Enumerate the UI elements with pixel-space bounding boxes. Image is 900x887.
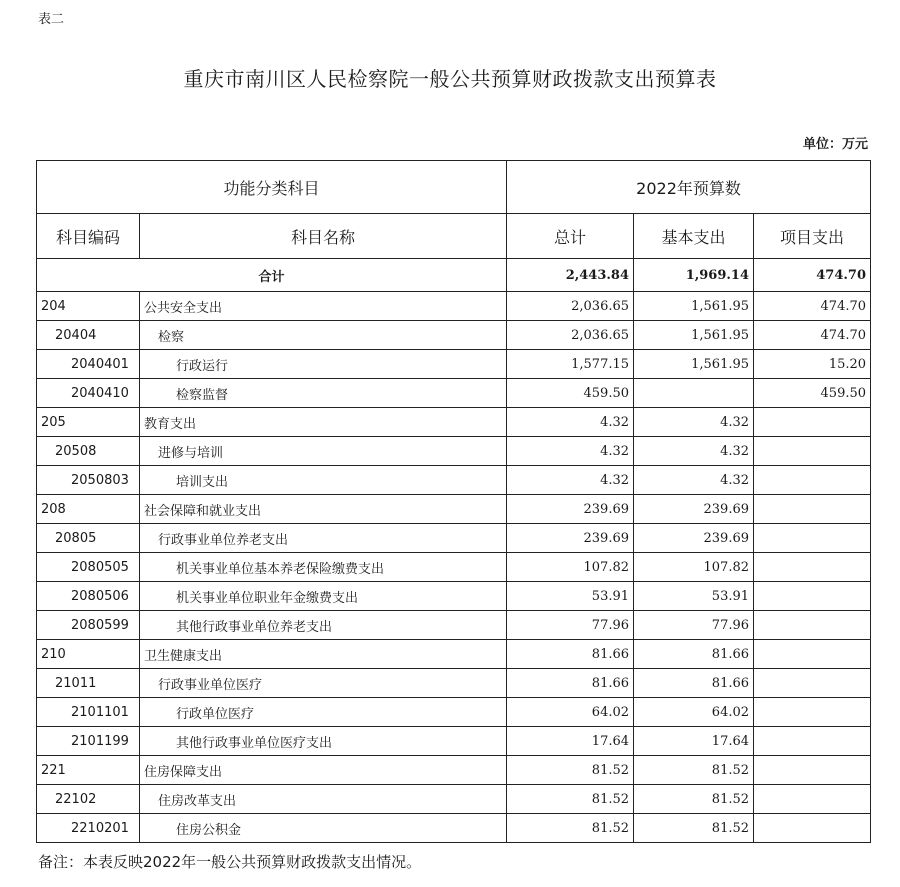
row-project: 474.70 <box>754 321 871 350</box>
row-project <box>754 524 871 553</box>
row-code: 20805 <box>37 524 140 553</box>
row-code: 204 <box>37 292 140 321</box>
row-total: 2,036.65 <box>507 292 634 321</box>
row-project <box>754 669 871 698</box>
row-code: 205 <box>37 408 140 437</box>
table-row <box>37 611 871 640</box>
unit-label: 单位：万元 <box>802 137 868 152</box>
header-budget-year: 2022年预算数 <box>507 161 871 214</box>
row-total: 239.69 <box>507 524 634 553</box>
row-code: 20508 <box>37 437 140 466</box>
row-total: 4.32 <box>507 437 634 466</box>
footnote: 备注：本表反映2022年一般公共预算财政拨款支出情况。 <box>38 853 422 871</box>
row-code: 210 <box>37 640 140 669</box>
row-name: 检察 <box>140 321 507 350</box>
row-project <box>754 814 871 843</box>
row-code: 21011 <box>37 669 140 698</box>
row-name: 社会保障和就业支出 <box>140 495 507 524</box>
row-project <box>754 785 871 814</box>
table-row <box>37 582 871 611</box>
row-total: 81.52 <box>507 756 634 785</box>
row-total: 1,577.15 <box>507 350 634 379</box>
header-total: 总计 <box>507 214 634 259</box>
budget-table <box>36 160 871 843</box>
row-project <box>754 582 871 611</box>
row-code: 221 <box>37 756 140 785</box>
row-project <box>754 698 871 727</box>
row-basic: 1,561.95 <box>634 350 754 379</box>
row-project <box>754 466 871 495</box>
row-name: 住房保障支出 <box>140 756 507 785</box>
row-basic: 81.52 <box>634 785 754 814</box>
row-name: 行政事业单位养老支出 <box>140 524 507 553</box>
row-code: 2101199 <box>37 727 140 756</box>
row-project <box>754 495 871 524</box>
row-project <box>754 611 871 640</box>
table-number-label: 表二 <box>38 12 65 27</box>
row-name: 检察监督 <box>140 379 507 408</box>
row-total: 81.52 <box>507 785 634 814</box>
row-code: 208 <box>37 495 140 524</box>
row-total: 239.69 <box>507 495 634 524</box>
table-row <box>37 350 871 379</box>
row-basic: 81.66 <box>634 669 754 698</box>
header-row-columns <box>37 214 871 259</box>
row-total: 64.02 <box>507 698 634 727</box>
row-project: 15.20 <box>754 350 871 379</box>
table-row <box>37 466 871 495</box>
row-basic: 4.32 <box>634 408 754 437</box>
row-code: 2080506 <box>37 582 140 611</box>
table-row <box>37 756 871 785</box>
row-total: 4.32 <box>507 466 634 495</box>
row-total: 459.50 <box>507 379 634 408</box>
table-row <box>37 640 871 669</box>
row-total: 81.52 <box>507 814 634 843</box>
row-code: 20404 <box>37 321 140 350</box>
row-project <box>754 553 871 582</box>
row-total: 81.66 <box>507 640 634 669</box>
table-row <box>37 321 871 350</box>
row-basic: 81.52 <box>634 756 754 785</box>
row-total: 2,036.65 <box>507 321 634 350</box>
header-code: 科目编码 <box>37 214 140 259</box>
row-code: 2040401 <box>37 350 140 379</box>
header-row-group <box>37 161 871 214</box>
header-basic: 基本支出 <box>634 214 754 259</box>
row-code: 2040410 <box>37 379 140 408</box>
row-basic: 81.52 <box>634 814 754 843</box>
row-total: 17.64 <box>507 727 634 756</box>
total-row <box>37 259 871 292</box>
row-project <box>754 408 871 437</box>
table-row <box>37 785 871 814</box>
row-name: 其他行政事业单位养老支出 <box>140 611 507 640</box>
row-project <box>754 756 871 785</box>
row-basic: 239.69 <box>634 495 754 524</box>
total-basic: 1,969.14 <box>634 259 754 292</box>
header-name: 科目名称 <box>140 214 507 259</box>
row-total: 77.96 <box>507 611 634 640</box>
row-project <box>754 437 871 466</box>
row-basic: 17.64 <box>634 727 754 756</box>
row-name: 其他行政事业单位医疗支出 <box>140 727 507 756</box>
row-code: 22102 <box>37 785 140 814</box>
row-name: 机关事业单位基本养老保险缴费支出 <box>140 553 507 582</box>
row-basic: 1,561.95 <box>634 321 754 350</box>
row-basic: 64.02 <box>634 698 754 727</box>
row-basic: 239.69 <box>634 524 754 553</box>
row-basic: 4.32 <box>634 466 754 495</box>
table-row <box>37 495 871 524</box>
row-basic: 81.66 <box>634 640 754 669</box>
table-row <box>37 553 871 582</box>
table-row <box>37 814 871 843</box>
row-code: 2210201 <box>37 814 140 843</box>
row-name: 住房公积金 <box>140 814 507 843</box>
row-name: 卫生健康支出 <box>140 640 507 669</box>
row-total: 53.91 <box>507 582 634 611</box>
table-row <box>37 524 871 553</box>
row-code: 2080505 <box>37 553 140 582</box>
table-row <box>37 437 871 466</box>
table-row <box>37 292 871 321</box>
row-code: 2050803 <box>37 466 140 495</box>
row-project <box>754 727 871 756</box>
row-project: 459.50 <box>754 379 871 408</box>
budget-table-body <box>37 161 871 843</box>
row-basic: 107.82 <box>634 553 754 582</box>
row-name: 公共安全支出 <box>140 292 507 321</box>
header-project: 项目支出 <box>754 214 871 259</box>
table-row <box>37 669 871 698</box>
row-total: 81.66 <box>507 669 634 698</box>
row-code: 2101101 <box>37 698 140 727</box>
row-name: 机关事业单位职业年金缴费支出 <box>140 582 507 611</box>
row-basic: 77.96 <box>634 611 754 640</box>
table-row <box>37 408 871 437</box>
total-total: 2,443.84 <box>507 259 634 292</box>
row-name: 行政运行 <box>140 350 507 379</box>
total-project: 474.70 <box>754 259 871 292</box>
row-basic: 4.32 <box>634 437 754 466</box>
page-title: 重庆市南川区人民检察院一般公共预算财政拨款支出预算表 <box>183 67 717 91</box>
row-project: 474.70 <box>754 292 871 321</box>
row-name: 进修与培训 <box>140 437 507 466</box>
table-row <box>37 727 871 756</box>
table-row <box>37 698 871 727</box>
row-project <box>754 640 871 669</box>
row-basic: 53.91 <box>634 582 754 611</box>
table-row <box>37 379 871 408</box>
row-name: 住房改革支出 <box>140 785 507 814</box>
row-name: 培训支出 <box>140 466 507 495</box>
row-name: 行政事业单位医疗 <box>140 669 507 698</box>
header-function-category: 功能分类科目 <box>37 161 507 214</box>
row-total: 107.82 <box>507 553 634 582</box>
row-total: 4.32 <box>507 408 634 437</box>
row-name: 教育支出 <box>140 408 507 437</box>
row-name: 行政单位医疗 <box>140 698 507 727</box>
row-basic: 1,561.95 <box>634 292 754 321</box>
total-label: 合计 <box>37 259 507 292</box>
row-basic <box>634 379 754 408</box>
row-code: 2080599 <box>37 611 140 640</box>
